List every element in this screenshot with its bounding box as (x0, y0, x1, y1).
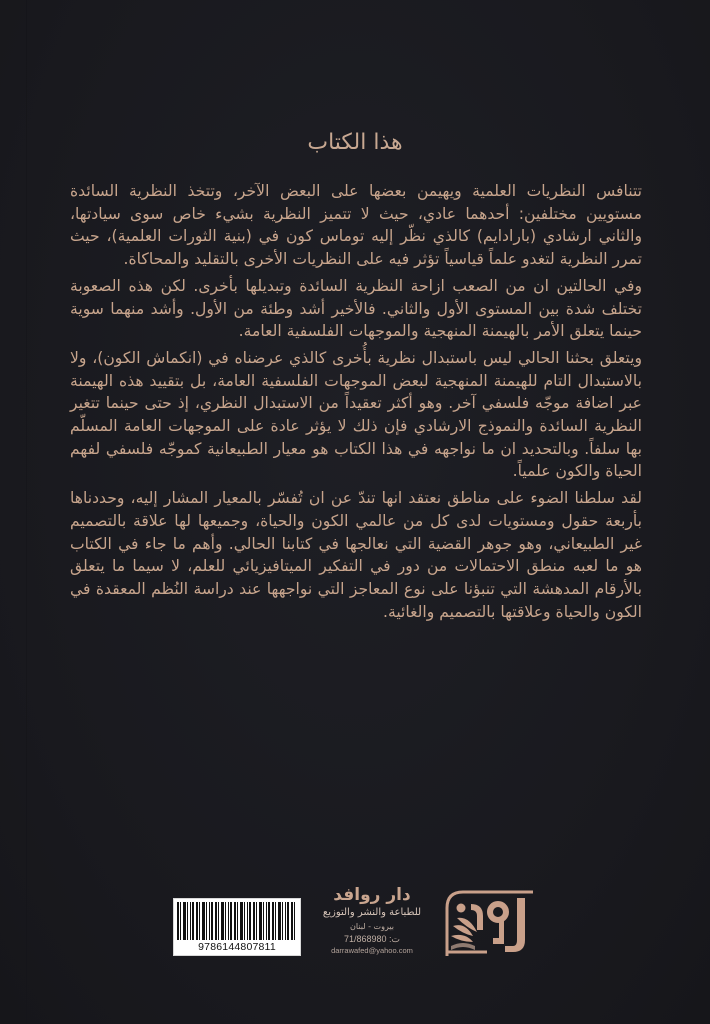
blurb-paragraph-2: وفي الحالتين ان من الصعب ازاحة النظرية السائدة وتبديلها بأخرى. لكن هذه الصعوبة تختلف شدة بين المستوى الأول والثاني. فالأخير أشد وطئة من الأول. وأشد منهما سوية حينما يتعلق الأمر بالهيمنة المنهجية والموجهات الفلسفية العامة. (70, 276, 642, 341)
rawafed-logo-icon (443, 886, 537, 956)
publisher-name: دار روافد (333, 885, 411, 905)
publisher-tagline: للطباعة والنشر والتوزيع (322, 907, 422, 918)
isbn-barcode (173, 898, 301, 956)
publisher-info (312, 884, 432, 956)
section-title: هذا الكتاب (307, 130, 403, 155)
barcode-bars-icon (177, 902, 297, 940)
blurb-paragraph-1: تتنافس النظريات العلمية ويهيمن بعضها على البعض الآخر، وتتخذ النظرية السائدة مستويين مختلفين: أحدهما عادي، حيث لا تتميز النظرية بشيء خاص سوى سيادتها، والثاني ارشادي (بارادايم) كالذي نظّر إليه توماس كون في (بنية الثورات العلمية)، حيث تمرر النظرية لتغدو علماً قياسياً تؤثر فيه على النظريات الأخرى بالتقليد والمحاكاة. (70, 182, 642, 269)
publisher-email: darrawafed@yahoo.com (331, 946, 413, 955)
blurb-paragraph-4: لقد سلطنا الضوء على مناطق نعتقد انها تندّ عن ان تُفسّر بالمعيار المشار إليه، وحددناها بأربعة حقول ومستويات لدى كل من عالمي الكون والحياة، وجميعها لها علاقة بالتصميم غير الطبيعاني، وهو جوهر القضية التي نعالجها في كتابنا الحالي. وأهم ما جاء في الكتاب هو ما لعبه منطق الاحتمالات من دور في التفكير الميتافيزيائي للعلم، لا سيما ما يتعلق بالأرقام المدهشة التي تنبؤنا على نوع المعاجز التي نواجهها عند دراسة النُظم المعقدة في الكون والحياة وعلاقتها بالتصميم والغائية. (70, 489, 642, 621)
publisher-phone: ت: 71/868980 (343, 934, 401, 944)
blurb-text (70, 180, 642, 627)
publisher-city: بيروت - لبنان (350, 922, 394, 931)
blurb-paragraph-3: ويتعلق بحثنا الحالي ليس باستبدال نظرية بأُخرى كالذي عرضناه في (انكماش الكون)، ولا بالاستبدال التام للهيمنة المنهجية لبعض الموجهات الفلسفية العامة، بل بتقييد هذه الهيمنة عبر اضافة موجّه فلسفي آخر. وهو أكثر تعقيداً من الاستبدال النظري، إذ حتى حينما تتغير النظرية السائدة والنموذج الارشادي فإن ذلك لا يؤثر عادة على الموجهات العامة المسلّم بها سلفاً. وبالتحديد ان ما نواجهه في هذا الكتاب هو معيار الطبيعانية كموجّه فلسفي لفهم الحياة والكون علمياً. (70, 348, 642, 481)
isbn-number: 9786144807811 (198, 941, 276, 953)
